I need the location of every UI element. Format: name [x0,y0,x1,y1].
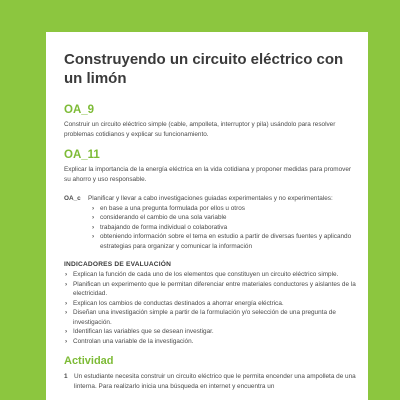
indicators-heading: INDICADORES DE EVALUACIÓN [64,261,172,268]
skill-oac [64,194,356,251]
objective-code: OA_11 [64,149,100,161]
list-item: › Planifican un experimento que le permitan diferenciar entre materiales conductores y aislantes de la electricidad. [64,280,356,299]
list-item: › en base a una pregunta formulada por ellos u otros [88,204,356,214]
list-item: › considerando el cambio de una sola variable [88,213,356,223]
activity-heading: Actividad [64,355,114,367]
objective-oa11 [64,149,356,184]
indicators-section [64,260,356,346]
activity-item [64,372,356,391]
list-item: › obteniendo información sobre el tema en estudio a partir de diversas fuentes y aplicando estrategias para organizar y comunicar la información [88,232,356,251]
list-item: › Explican la función de cada uno de los elementos que constituyen un circuito eléctrico simple. [64,270,356,280]
document-title: Construyendo un circuito eléctrico con un limón [64,51,344,87]
document-page [46,32,368,400]
skill-intro: Planificar y llevar a cabo investigaciones guiadas experimentales y no experimentales: [88,195,333,202]
list-item: › Explican los cambios de conductas destinados a ahorrar energía eléctrica. [64,299,356,309]
skill-list [88,204,356,252]
activity-number: 1 [64,373,68,380]
list-item: › Diseñan una investigación simple a partir de la formulación y/o selección de una pregunta de investigación. [64,308,356,327]
activity-section [64,355,356,391]
list-item: › Controlan una variable de la investigación. [64,337,356,347]
activity-text: Un estudiante necesita construir un circuito eléctrico que le permita encender una ampolleta de una linterna. Para realizarlo inicia una búsqueda en internet y encuentra un [74,373,356,390]
objective-description: Explicar la importancia de la energía eléctrica en la vida cotidiana y proponer medidas para promover su ahorro y uso responsable. [64,166,352,183]
objective-oa9 [64,104,356,139]
objective-description: Construir un circuito eléctrico simple (cable, ampolleta, interruptor y pila) usándolo para resolver problemas cotidianos y explicar su funcionamiento. [64,121,336,138]
list-item: › Identifican las variables que se desean investigar. [64,327,356,337]
list-item: › trabajando de forma individual o colaborativa [88,223,356,233]
objective-code: OA_9 [64,104,95,116]
indicators-list [64,270,356,346]
skill-code: OA_c [64,195,81,202]
